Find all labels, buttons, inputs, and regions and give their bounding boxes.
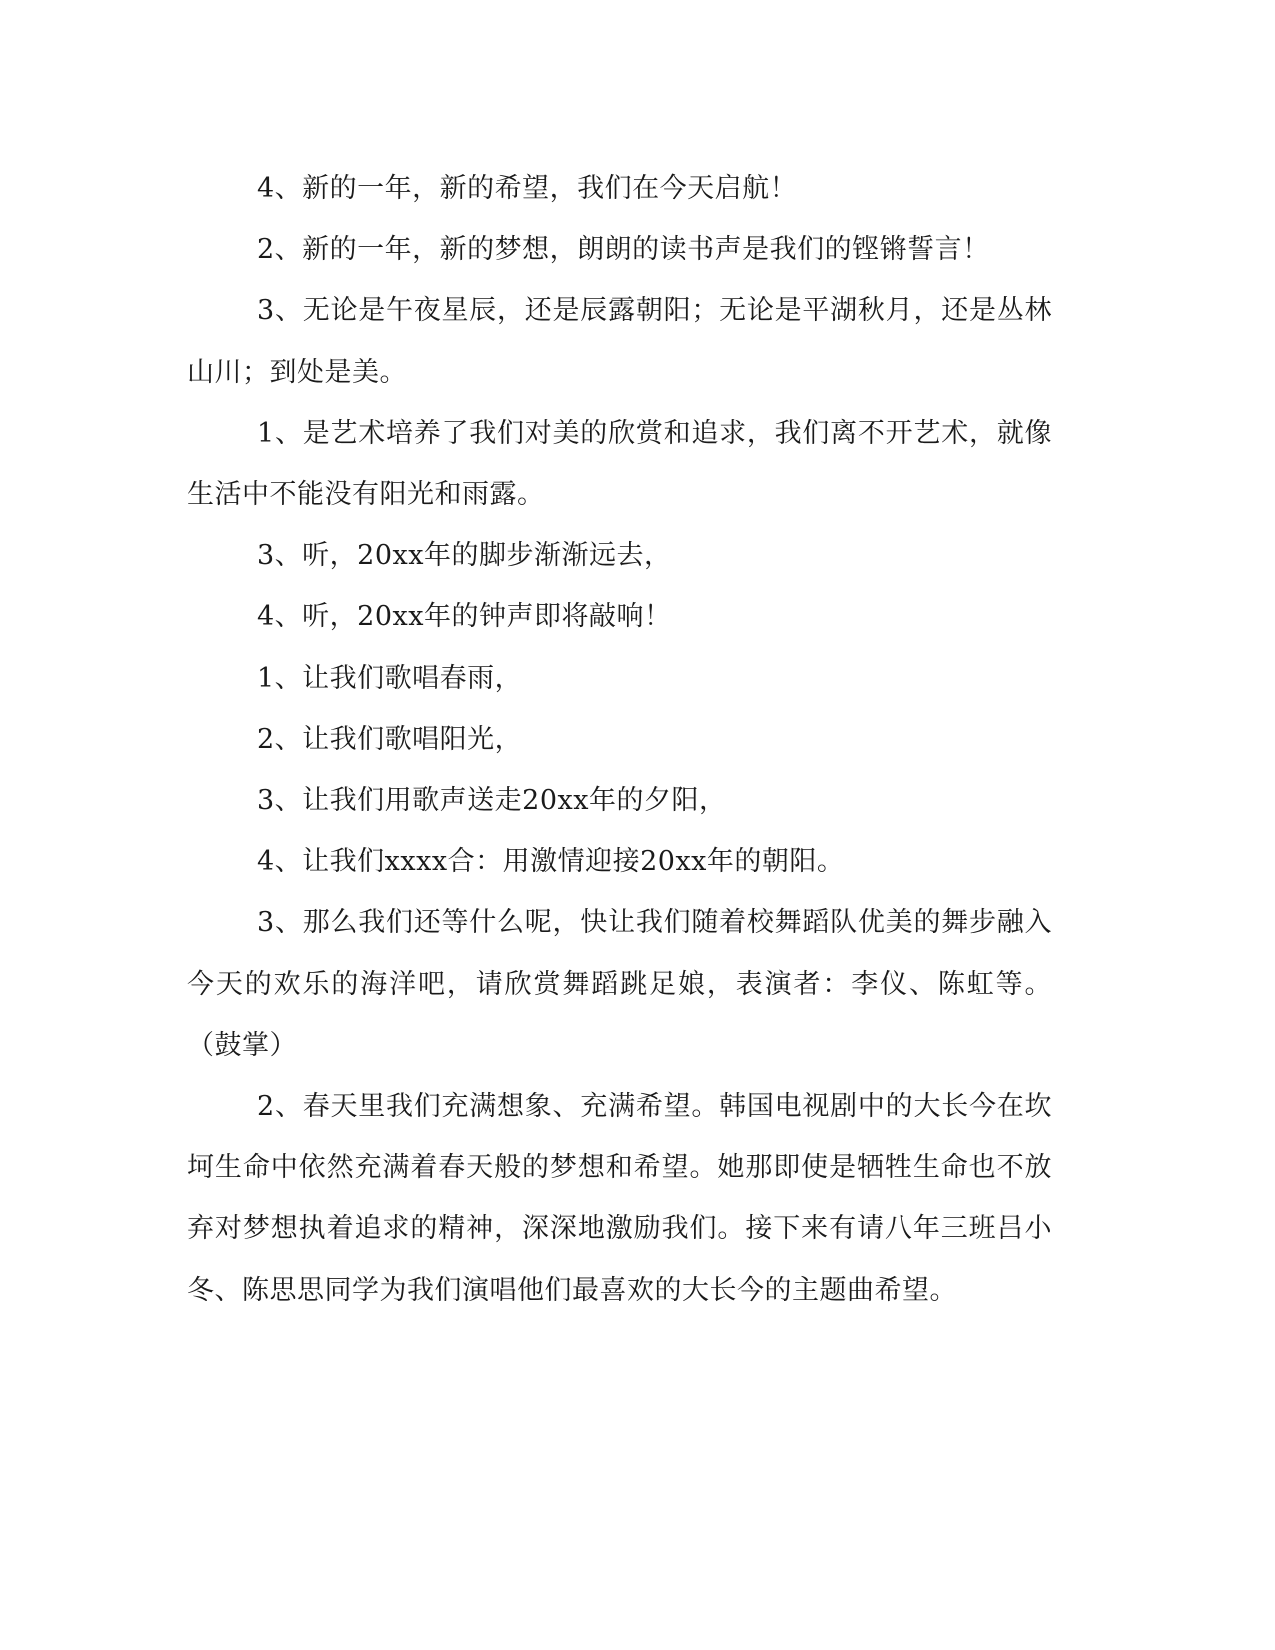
paragraph-6: 4、听，20xx年的钟声即将敲响！ xyxy=(257,601,672,633)
paragraph-12: 2、春天里我们充满想象、充满希望。韩国电视剧中的大长今在坎坷生命中依然充满着春天般的梦想和希望。她那即使是牺牲生命也不放弃对梦想执着追求的精神，深深地激励我们。接下来有请八年三班吕小冬、陈思思同学为我们演唱他们最喜欢的大长今的主题曲希望。 xyxy=(187,1091,1052,1306)
paragraph-5: 3、听，20xx年的脚步渐渐远去， xyxy=(257,540,672,572)
document-body xyxy=(187,158,1052,1321)
paragraph-7: 1、让我们歌唱春雨， xyxy=(257,662,523,694)
paragraph-8: 2、让我们歌唱阳光， xyxy=(257,723,523,755)
paragraph-3: 3、无论是午夜星辰，还是辰露朝阳；无论是平湖秋月，还是丛林山川；到处是美。 xyxy=(187,295,1052,388)
paragraph-9: 3、让我们用歌声送走20xx年的夕阳， xyxy=(257,785,727,817)
paragraph-11: 3、那么我们还等什么呢，快让我们随着校舞蹈队优美的舞步融入今天的欢乐的海洋吧，请欣赏舞蹈跳足娘，表演者：李仪、陈虹等。（鼓掌） xyxy=(187,907,1052,1061)
paragraph-2: 2、新的一年，新的梦想，朗朗的读书声是我们的铿锵誓言！ xyxy=(257,234,990,266)
paragraph-10: 4、让我们xxxx合：用激情迎接20xx年的朝阳。 xyxy=(257,846,845,878)
paragraph-4: 1、是艺术培养了我们对美的欣赏和追求，我们离不开艺术，就像生活中不能没有阳光和雨露。 xyxy=(187,417,1052,511)
paragraph-1: 4、新的一年，新的希望，我们在今天启航！ xyxy=(257,173,798,204)
